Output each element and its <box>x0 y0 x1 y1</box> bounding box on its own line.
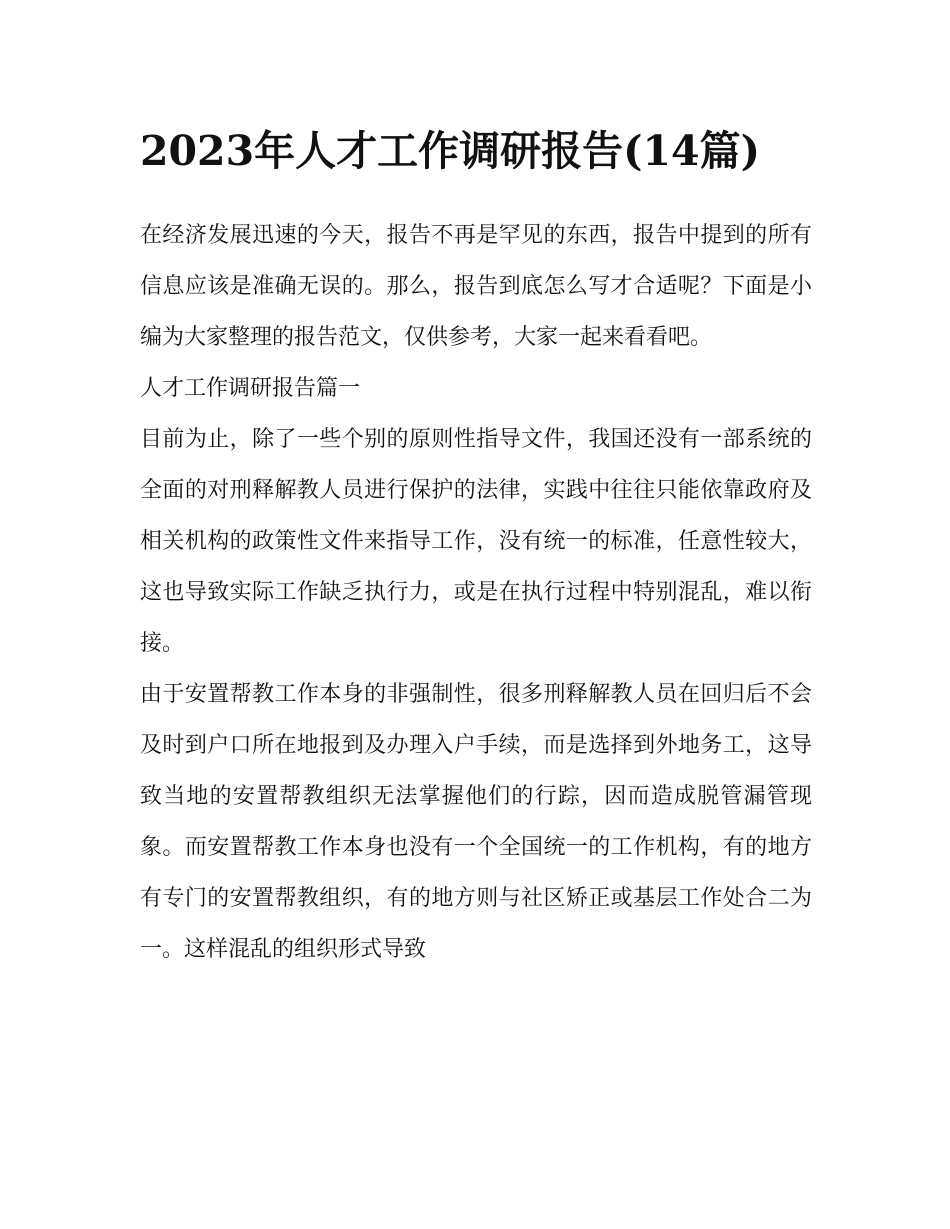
document-title: 2023年人才工作调研报告(14篇) <box>140 127 760 175</box>
body-paragraph: 目前为止，除了一些个别的原则性指导文件，我国还没有一部系统的全面的对刑释解教人员进行保护的法律，实践中往往只能依靠政府及相关机构的政策性文件来指导工作，没有统一的标准，任意性较大，这也导致实际工作缺乏执行力，或是在执行过程中特别混乱，难以衔接。 <box>140 427 812 656</box>
body-paragraph: 由于安置帮教工作本身的非强制性，很多刑释解教人员在回归后不会及时到户口所在地报到及办理入户手续，而是选择到外地务工，这导致当地的安置帮教组织无法掌握他们的行踪，因而造成脱管漏管现象。而安置帮教工作本身也没有一个全国统一的工作机构，有的地方有专门的安置帮教组织，有的地方则与社区矫正或基层工作处合二为一。这样混乱的组织形式导致 <box>140 682 812 962</box>
intro-paragraph: 在经济发展迅速的今天，报告不再是罕见的东西，报告中提到的所有信息应该是准确无误的。那么，报告到底怎么写才合适呢？下面是小编为大家整理的报告范文，仅供参考，大家一起来看看吧。 <box>140 223 812 350</box>
section-heading: 人才工作调研报告篇一 <box>140 376 361 401</box>
document-body <box>140 112 812 975</box>
